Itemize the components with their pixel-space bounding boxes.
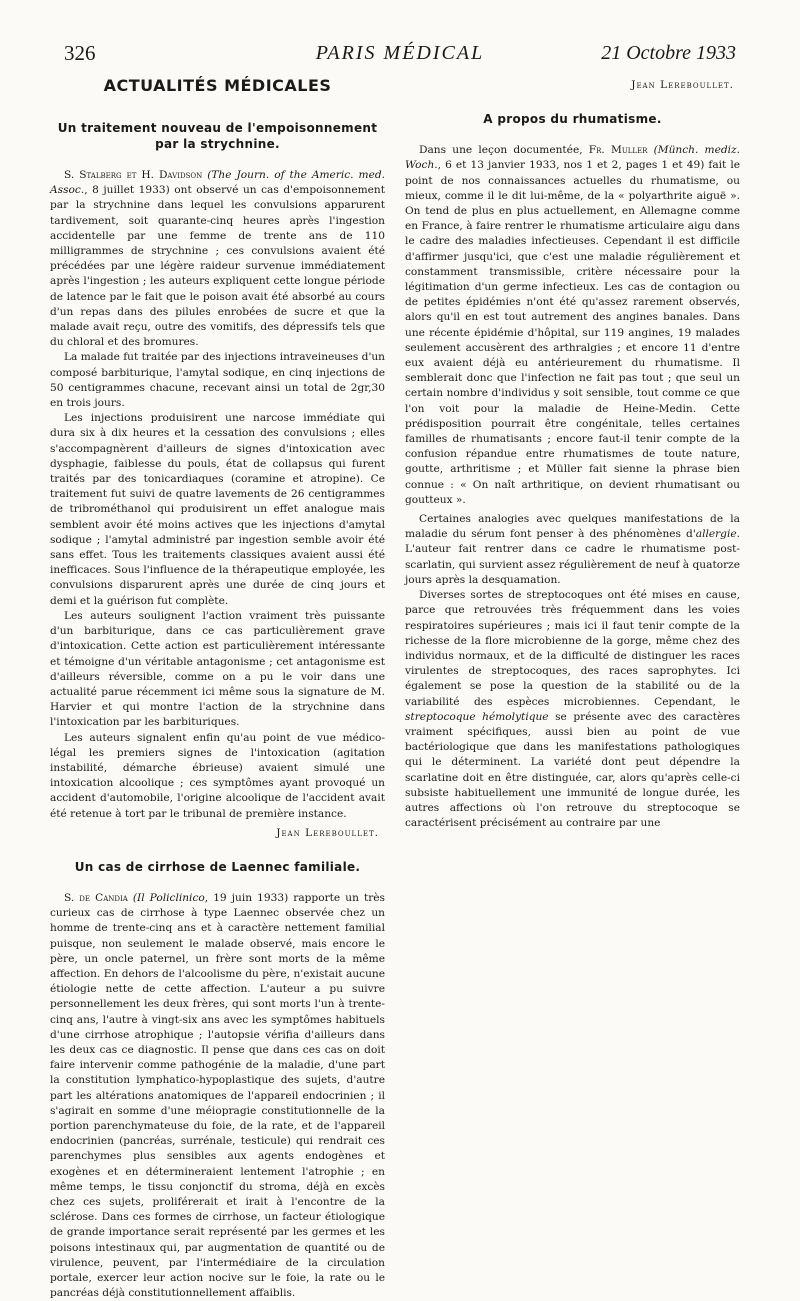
article-paragraph: Certaines analogies avec quelques manifestations de la maladie du sérum font penser à des phénomènes d'allergie. L'auteur fait rentrer dans ce cadre le rhumatisme post-scarlatin, qui survient assez régulièrement de neuf à quatorze jours après la desquamation. [405, 513, 740, 586]
journal-title: PARIS MÉDICAL [315, 42, 485, 64]
article-signature: Jean Lereboullet. [631, 79, 734, 91]
article-citation: (The Journ. of the Americ. med. Assoc. [50, 169, 385, 197]
article-paragraph: Les injections produisirent une narcose immédiate qui dura six à dix heures et la cessation des convulsions ; elles s'accompagnèrent d'ailleurs de signes d'intoxication avec dysphagie, faiblesse du pouls, état de collapsus qui furent traités par des tonicardiaques (coramine et atropine). Ce traitement fut suivi de quatre lavements de 26 centigrammes de tribrométhanol qui produisirent un effet analogue mais semblent avoir été moins actives que les injections d'amytal sodique ; l'amytal administré par ingestion semble avoir été sans effet. Tous les traitements classiques avaient aussi été inefficaces. Sous l'influence de la thérapeutique employée, les convulsions disparurent après une durée de cinq jours et demi et la guérison fut complète. [50, 412, 385, 607]
article-paragraph: La malade fut traitée par des injections intraveineuses d'un composé barbiturique, l'amytal sodique, en cinq injections de 50 centigrammes chacune, recevant ainsi un total de 2gr,30 en trois jours. [50, 351, 385, 410]
issue-date: 21 Octobre 1933 [601, 42, 736, 64]
article-authors: S. Stalberg et H. Davidson [64, 169, 203, 181]
article-authors: S. de Candia [64, 891, 128, 904]
article-title-cirrhose: Un cas de cirrhose de Laennec familiale. [74, 859, 361, 874]
article-citation: (Münch. mediz. Woch. [405, 144, 740, 172]
running-header [64, 38, 736, 68]
article-paragraph: S. de Candia (Il Policlinico, 19 juin 1933) rapporte un très curieux cas de cirrhose à type Laennec observée chez un homme de trente-cinq ans et à caractère nettement familial puisque, non seulement le malade observé, mais encore le père, un oncle paternel, un frère sont morts de la même affection. En dehors de l'alcoolisme du père, n'existait aucune étiologie nette de cette affection. L'auteur a pu suivre personnellement les deux frères, qui sont morts l'un à trente-cinq ans, l'autre à vingt-six ans avec les symptômes habituels d'une cirrhose atrophique ; l'autopsie vérifia d'ailleurs dans les deux cas ce diagnostic. Il pense que dans ces cas on doit faire intervenir comme pathogénie de la maladie, d'une part la constitution lymphatico-hypoplastique des sujets, d'autre part les altérations anatomiques de l'appareil endocrinien ; il s'agirait en somme d'une méiopragie constitutionnelle de la portion parenchymateuse du foie, de la rate, et de l'appareil endocrinien (pancréas, surrénale, testicule) qui rendrait ces parenchymes plus sensibles aux agents endogènes et exogènes et en détermineraient lentement l'atrophie ; en même temps, le tissu conjonctif du stroma, déjà en excès chez ces sujets, proliférerait et irait à l'encontre de la sclérose. Dans ces formes de cirrhose, un facteur étiologique de grande importance serait représenté par les germes et les poisons intestinaux qui, par augmentation de quantité ou de virulence, peuvent, par l'intermédiaire de la circulation portale, exercer leur action nocive sur le foie, la rate ou le pancréas déjà constitutionnellement affaiblis. [50, 891, 385, 1300]
article-paragraph: S. Stalberg et H. Davidson (The Journ. of the Americ. med. Assoc., 8 juillet 1933) ont observé un cas d'empoisonnement par la strychnine dans lequel les convulsions apparurent tardivement, soit quarante-cinq heures après l'ingestion accidentelle par une femme de trente ans de 110 milligrammes de strychnine ; ces convulsions avaient été précédées par une légère raideur survenue immédiatement après l'ingestion ; les auteurs expliquent cette longue période de latence par le fait que le poison avait été absorbé au cours d'un repas dans des pilules enrobées de sucre et que la malade avait reçu, outre des vomitifs, des dépressifs tels que du chloral et des bromures. [50, 169, 385, 349]
left-column [50, 74, 385, 1301]
article-signature: Jean Lereboullet. [276, 826, 379, 839]
article-paragraph: Diverses sortes de streptocoques ont été mises en cause, parce que retrouvées très fréquemment dans les voies respiratoires supérieures ; mais ici il faut tenir compte de la richesse de la flore microbienne de la gorge, même chez des individus normaux, et de la difficulté de distinguer les races virulentes de streptocoques, des races saprophytes. Ici également se pose la question de la stabilité ou de la variabilité des espèces microbiennes. Cependant, le streptocoque hémolytique se présente avec des caractères vraiment spécifiques, aussi bien au point de vue bactériologique que dans les manifestations pathologiques qui le déterminent. La variété dont peut dépendre la scarlatine doit en être distinguée, car, alors qu'après celle-ci subsiste habituellement une immunité de longue durée, les autres affections où l'on retrouve du streptocoque se caractérisent précisément au contraire par une [405, 589, 740, 830]
right-column [405, 74, 740, 831]
article-title-strychnine: Un traitement nouveau de l'empoisonnement par la strychnine. [57, 121, 378, 151]
article-citation: (Il Policlinico [132, 891, 205, 904]
article-paragraph: Les auteurs signalent enfin qu'au point de vue médico-légal les premiers signes de l'intoxication (agitation instabilité, démarche ébrieuse) avaient simulé une intoxication alcoolique ; ces symptômes ayant provoqué un accident d'automobile, l'origine alcoolique de l'accident avait été retenue à tort par le tribunal de première instance. [50, 731, 385, 820]
article-authors: Fr. Muller [588, 144, 648, 157]
section-title: ACTUALITÉS MÉDICALES [103, 76, 332, 95]
article-paragraph: Dans une leçon documentée, Fr. Muller (Münch. mediz. Woch., 6 et 13 janvier 1933, nos 1 et 2, pages 1 et 49) fait le point de nos connaissances actuelles du rhumatisme, ou mieux, comme il le dit lui-même, de la « polyarthrite aiguë ». On tend de plus en plus actuellement, en Allemagne comme en France, à faire rentrer le rhumatisme articulaire aigu dans le cadre des maladies infectieuses. Cependant il est difficile d'affirmer jusqu'ici, que c'est une maladie régulièrement et constamment transmissible, critère nécessaire pour la légitimation d'un germe infectieux. Les cas de contagion ou de petites épidémies n'ont été qu'assez rarement observés, alors qu'il en est tout autrement des angines banales. Dans une récente épidémie d'hôpital, sur 119 angines, 19 malades seulement accusèrent des arthralgies ; et encore 11 d'entre eux avaient déjà eu antérieurement du rhumatisme. Il semblerait donc que l'infection ne fait pas tout ; que seul un certain nombre d'individus y soit sensible, tout comme ce que l'on voit pour la maladie de Heine-Medin. Cette prédisposition pourrait être congénitale, telles certaines familles de rhumatisants ; encore faut-il tenir compte de la confusion répandue entre rhumatismes de toute nature, goutte, arthritisme ; et Müller fait sienne la phrase bien connue : « On naît arthritique, on devient rhumatisant ou goutteux ». [405, 144, 740, 506]
article-title-rhumatisme: A propos du rhumatisme. [483, 112, 662, 127]
page-number: 326 [64, 41, 96, 65]
article-paragraph: Les auteurs soulignent l'action vraiment très puissante d'un barbiturique, dans ce cas particulièrement grave d'intoxication. Cette action est particulièrement intéressante et témoigne d'un véritable antagonisme ; cet antagonisme est d'ailleurs réversible, comme on a pu le voir dans une actualité parue récemment ici même sous la signature de M. Harvier et qui montre l'action de la strychnine dans l'intoxication par les barbituriques. [50, 609, 385, 729]
